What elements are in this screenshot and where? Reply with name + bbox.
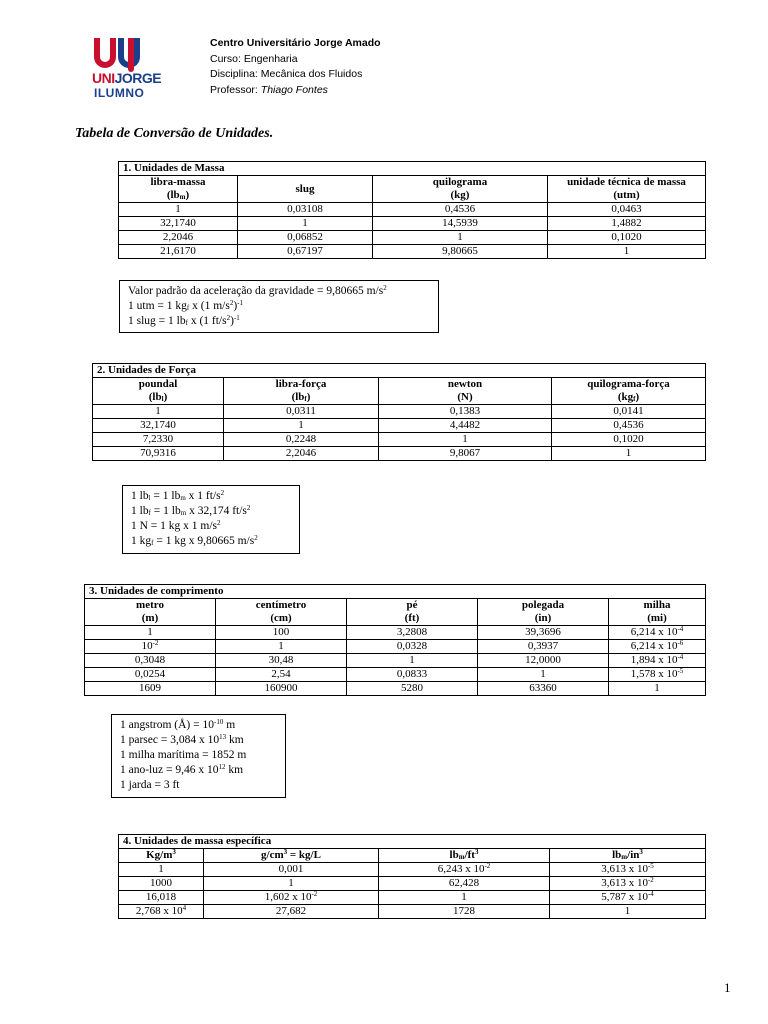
table-cell: 5,787 x $10^{-4}$: [550, 891, 706, 905]
table-cell: 70,9316: [93, 447, 224, 461]
note-line: 1 parsec = 3,084 x $10^{13}$ km: [120, 733, 244, 746]
table-cell: 1728: [379, 905, 550, 919]
university-logo: [92, 38, 162, 100]
column-header: $Kg/m^3$: [119, 849, 204, 863]
column-header: polegada (in): [478, 599, 609, 626]
table-cell: 1: [119, 863, 204, 877]
table-cell: 0,1383: [379, 405, 552, 419]
note-line: 1 utm = 1 $kg_f$ x (1 $m/s^2)^{-1}$: [128, 299, 243, 312]
table-cell: 39,3696: [478, 626, 609, 640]
table-cell: 0,001: [204, 863, 379, 877]
professor-name: Thiago Fontes: [260, 83, 328, 96]
table-cell: 0,3048: [85, 654, 216, 668]
table-cell: 3,613 x $10^{-2}$: [550, 877, 706, 891]
table-row: [85, 682, 706, 696]
note-line: Valor padrão da aceleração da gravidade = 9,80665 $m/s^2$: [128, 284, 387, 297]
table-cell: 1: [119, 203, 238, 217]
table-cell: 12,0000: [478, 654, 609, 668]
note-line: 1 $kg_f = 1$ kg x 9,80665 $m/s^2$: [131, 534, 258, 547]
page-number: 1: [724, 980, 731, 995]
table-cell: 0,03108: [238, 203, 373, 217]
logo-wordmark: UNIJORGE: [92, 70, 162, 86]
table-row: [119, 905, 706, 919]
table-cell: 1: [238, 217, 373, 231]
table-row: [85, 654, 706, 668]
column-header: quilograma (kg): [373, 176, 548, 203]
table-cell: 0,4536: [552, 419, 706, 433]
table-cell: 3,2808: [347, 626, 478, 640]
column-header: milha (mi): [609, 599, 706, 626]
table-cell: 1000: [119, 877, 204, 891]
column-header: $lb_m/ft^3$: [379, 849, 550, 863]
mass-units-table: [118, 161, 706, 259]
table-cell: 63360: [478, 682, 609, 696]
column-header: pé (ft): [347, 599, 478, 626]
table-row: [93, 419, 706, 433]
table-cell: 160900: [216, 682, 347, 696]
table-cell: 1609: [85, 682, 216, 696]
table-row: [93, 433, 706, 447]
table-cell: 0,06852: [238, 231, 373, 245]
table-cell: 9,80665: [373, 245, 548, 259]
table-row: [119, 891, 706, 905]
note-line: 1 N = 1 kg x 1 $m/s^2$: [131, 519, 221, 532]
length-units-table: [84, 584, 706, 696]
table-cell: 0,0311: [224, 405, 379, 419]
table-section-title: 3. Unidades de comprimento: [85, 585, 706, 599]
table-cell: 16,018: [119, 891, 204, 905]
table-row: [119, 217, 706, 231]
table-cell: 1: [216, 640, 347, 654]
table-cell: 2,2046: [119, 231, 238, 245]
logo-subbrand: ILUMNO: [94, 86, 145, 100]
table-cell: 6,243 x $10^{-2}$: [379, 863, 550, 877]
table-cell: 2,768 x $10^4$: [119, 905, 204, 919]
column-header: newton (N): [379, 378, 552, 405]
table-row: [93, 447, 706, 461]
table-cell: 1,894 x $10^{-4}$: [609, 654, 706, 668]
table-cell: 1: [478, 668, 609, 682]
table-cell: 1: [552, 447, 706, 461]
table-cell: 1: [550, 905, 706, 919]
table-cell: 6,214 x $10^{-6}$: [609, 640, 706, 654]
logo-j: [128, 38, 134, 72]
table-cell: 1: [609, 682, 706, 696]
table-cell: 0,1020: [548, 231, 706, 245]
table-cell: 0,3937: [478, 640, 609, 654]
note-line: 1 $lb_f = 1$ $lb_m$ x 32,174 $ft/s^2$: [131, 504, 251, 517]
table-cell: 32,1740: [93, 419, 224, 433]
column-header: quilograma-força $(kg_f)$: [552, 378, 706, 405]
table-cell: 1: [93, 405, 224, 419]
table-section-title: 2. Unidades de Força: [93, 364, 706, 378]
note-line: 1 slug = 1 $lb_f$ x (1 $ft/s^2)^{-1}$: [128, 314, 240, 327]
table-row: [93, 405, 706, 419]
table-cell: 1,602 x $10^{-2}$: [204, 891, 379, 905]
table-cell: 1: [347, 654, 478, 668]
column-header: unidade técnica de massa (utm): [548, 176, 706, 203]
force-units-table: [92, 363, 706, 461]
table-row: [85, 668, 706, 682]
note-line: 1 jarda = 3 ft: [120, 779, 180, 791]
table-cell: 7,2330: [93, 433, 224, 447]
table-cell: $10^{-2}$: [85, 640, 216, 654]
table-row: [119, 863, 706, 877]
table-cell: 0,4536: [373, 203, 548, 217]
column-header: libra-força $(lb_f)$: [224, 378, 379, 405]
table-cell: 14,5939: [373, 217, 548, 231]
note-line: 1 milha marítima = 1852 m: [120, 749, 247, 761]
table-cell: 1: [85, 626, 216, 640]
table-cell: 4,4482: [379, 419, 552, 433]
column-header: centímetro (cm): [216, 599, 347, 626]
table-cell: 0,0328: [347, 640, 478, 654]
table-cell: 30,48: [216, 654, 347, 668]
table-cell: 2,2046: [224, 447, 379, 461]
table-cell: 1: [224, 419, 379, 433]
table-cell: 5280: [347, 682, 478, 696]
table-cell: 6,214 x $10^{-4}$: [609, 626, 706, 640]
table-section-title: 4. Unidades de massa específica: [119, 835, 706, 849]
table-cell: 1: [379, 433, 552, 447]
table-cell: 100: [216, 626, 347, 640]
column-header: libra-massa $(lb_m)$: [119, 176, 238, 203]
column-header: poundal $(lb_l)$: [93, 378, 224, 405]
table-row: [119, 245, 706, 259]
note-line: 1 ano-luz = 9,46 x $10^{12}$ km: [120, 763, 244, 776]
table-cell: 1: [204, 877, 379, 891]
table-cell: 0,0254: [85, 668, 216, 682]
table-section-title: 1. Unidades de Massa: [119, 162, 706, 176]
mass-notes-box: [119, 280, 439, 333]
page-title: Tabela de Conversão de Unidades.: [75, 126, 274, 141]
table-cell: 1: [548, 245, 706, 259]
table-cell: 9,8067: [379, 447, 552, 461]
force-notes-box: [122, 485, 300, 554]
note-line: 1 $lb_l = 1$ $lb_m$ x 1 $ft/s^2$: [131, 489, 225, 502]
table-cell: 3,613 x $10^{-5}$: [550, 863, 706, 877]
length-notes-box: [111, 714, 286, 798]
course-line: Curso: Engenharia: [210, 52, 298, 65]
table-row: [119, 877, 706, 891]
table-cell: 0,0141: [552, 405, 706, 419]
discipline-line: Disciplina: Mecânica dos Fluidos: [210, 68, 363, 80]
table-cell: 0,1020: [552, 433, 706, 447]
table-row: [119, 203, 706, 217]
institution-name: Centro Universitário Jorge Amado: [210, 37, 381, 49]
column-header: metro (m): [85, 599, 216, 626]
table-cell: 21,6170: [119, 245, 238, 259]
table-cell: 0,0463: [548, 203, 706, 217]
column-header: $lb_m/in^3$: [550, 849, 706, 863]
note-line: 1 angstrom (Å) = $10^{-10}$ m: [120, 718, 236, 731]
table-cell: 2,54: [216, 668, 347, 682]
table-cell: 0,2248: [224, 433, 379, 447]
table-cell: 0,67197: [238, 245, 373, 259]
table-cell: 62,428: [379, 877, 550, 891]
table-row: [119, 231, 706, 245]
table-row: [85, 626, 706, 640]
table-cell: 1,578 x $10^{-5}$: [609, 668, 706, 682]
table-cell: 1: [373, 231, 548, 245]
table-cell: 0,0833: [347, 668, 478, 682]
table-cell: 32,1740: [119, 217, 238, 231]
density-units-table: [118, 834, 706, 919]
professor-line: Professor: Thiago Fontes: [210, 83, 328, 96]
table-row: [85, 640, 706, 654]
logo-u-left: [94, 38, 116, 68]
column-header: slug: [238, 176, 373, 203]
column-header: $g/cm^3 = kg/L$: [204, 849, 379, 863]
document-header: [210, 36, 381, 98]
table-cell: 1,4882: [548, 217, 706, 231]
table-cell: 27,682: [204, 905, 379, 919]
table-cell: 1: [379, 891, 550, 905]
